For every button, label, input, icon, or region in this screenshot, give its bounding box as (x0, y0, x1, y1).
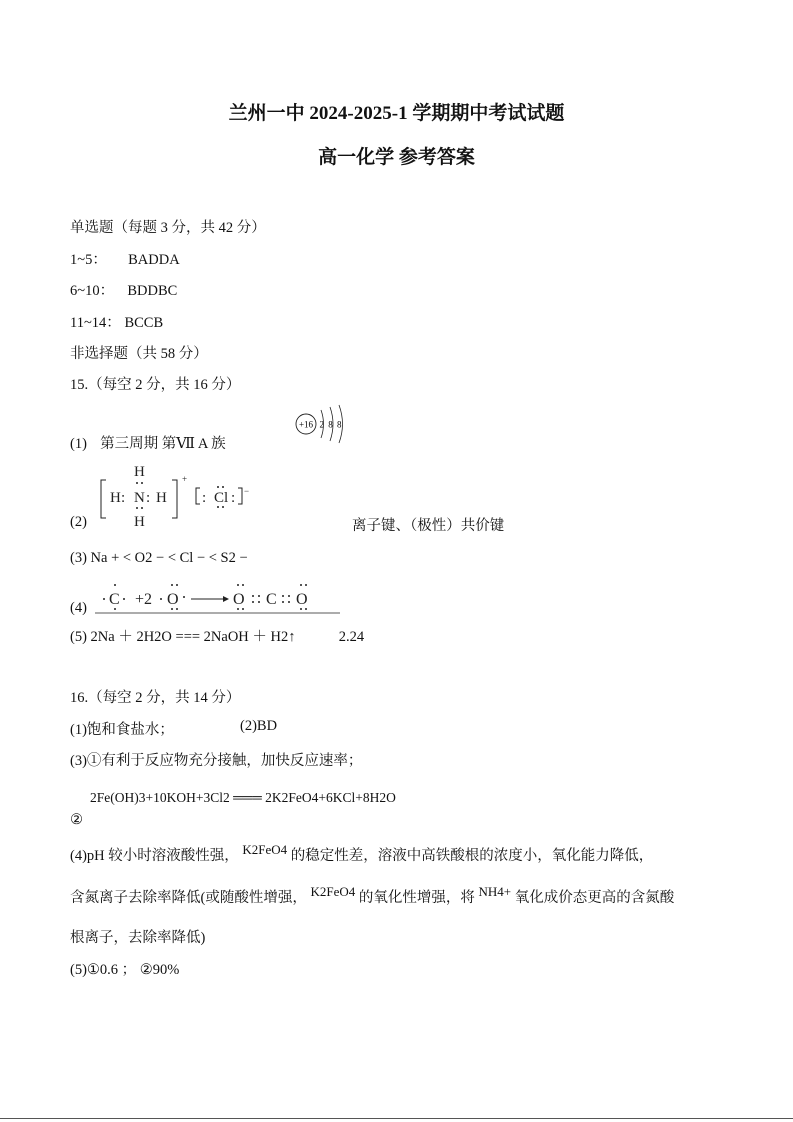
answers-11-14-label: 11~14： (70, 315, 121, 331)
cl-atom: Cl (214, 490, 229, 506)
k2feo4-formula-2: K2FeO4 (310, 884, 356, 899)
answers-11-14 (70, 311, 163, 332)
page-subtitle: 高一化学 参考答案 (318, 147, 475, 168)
q16-part4-text-a: (4)pH 较小时溶液酸性强， (70, 848, 239, 864)
q15-part1-answer: 第三周期 第Ⅶ A 族 (100, 436, 226, 452)
k2feo4-formula-1: K2FeO4 (242, 842, 288, 857)
answers-1-5 (70, 248, 180, 269)
single-choice-header: 单选题（每题 3 分，共 42 分） (70, 220, 266, 236)
answers-1-5-label: 1~5： (70, 252, 107, 268)
answers-6-10-value: BDDBC (127, 283, 178, 299)
q15-header: 15.（每空 2 分，共 16 分） (70, 377, 241, 393)
q15-part1-num: (1) (70, 436, 87, 452)
q16-part4-text-e: 氧化成价态更高的含氮酸 (514, 890, 675, 906)
h-left: H (110, 490, 121, 506)
charge-minus: − (244, 486, 250, 496)
q16-part4-line1 (70, 844, 653, 865)
q16-part5: (5)①0.6 ； ②90% (70, 962, 180, 978)
answers-1-5-value: BADDA (128, 252, 180, 268)
ion-structure-diagram (295, 404, 355, 444)
svg-text::: : (146, 490, 151, 506)
q15-part2-answer: 离子键、（极性）共价键 (352, 518, 505, 534)
h-top: H (134, 464, 145, 480)
h-right: H (156, 490, 167, 506)
charge-plus: + (182, 474, 188, 484)
coefficient-plus: +2 (135, 591, 153, 608)
page-bottom-rule (0, 1118, 793, 1119)
o-left: O (233, 591, 245, 608)
q16-part4-text-d: 的氧化性增强，将 (358, 890, 475, 906)
q16-part3-circle2: ② (70, 812, 83, 828)
co2-formation-diagram (95, 575, 345, 615)
page-title: 兰州一中 2024-2025-1 学期期中考试试题 (228, 103, 565, 124)
n-atom: N (134, 490, 145, 506)
c-atom: C (109, 591, 120, 608)
q15-part3: (3) Na + < O2 − < Cl − < S2 − (70, 550, 248, 566)
q15-part5-num: (5) (70, 629, 87, 645)
h-bottom: H (134, 514, 145, 530)
q16-part4-line3: 根离子，去除率降低) (70, 930, 206, 946)
q16-header: 16.（每空 2 分，共 14 分） (70, 690, 241, 706)
answers-6-10 (70, 279, 177, 300)
q16-part4-text-c: 含氮离子去除率降低(或随酸性增强， (70, 890, 307, 906)
electron-shells: 2 8 8 (319, 419, 343, 430)
svg-text::: : (231, 490, 236, 506)
nh4-formula: NH4+ (478, 884, 512, 899)
o-right: O (296, 591, 308, 608)
non-choice-header: 非选择题（共 58 分） (70, 346, 208, 362)
svg-text::: : (202, 490, 207, 506)
c-center: C (266, 591, 277, 608)
nh4cl-electron-structure (92, 460, 272, 530)
q16-part3: (3)①有利于反应物充分接触，加快反应速率； (70, 753, 363, 769)
nucleus-charge: +16 (298, 419, 314, 430)
q16-part3-equation: 2Fe(OH)3+10KOH+3Cl2 ═══ 2K2FeO4+6KCl+8H2O (90, 790, 396, 805)
q15-part2-num: (2) (70, 514, 87, 530)
q15-part5 (70, 625, 364, 646)
q16-part1: (1)饱和食盐水； (70, 722, 174, 738)
q15-part4-num: (4) (70, 600, 87, 616)
q15-part5-value: 2.24 (338, 629, 365, 645)
q16-part2: (2)BD (240, 718, 278, 734)
o-atom: O (167, 591, 179, 608)
answers-11-14-value: BCCB (124, 315, 164, 331)
q15-part1 (70, 432, 226, 453)
svg-text::: : (121, 490, 126, 506)
q16-part4-text-b: 的稳定性差，溶液中高铁酸根的浓度小，氧化能力降低， (290, 848, 654, 864)
answers-6-10-label: 6~10： (70, 283, 115, 299)
q15-part5-equation: 2Na ＋ 2H2O === 2NaOH ＋ H2↑ (90, 629, 296, 645)
q16-part4-line2 (70, 886, 674, 907)
